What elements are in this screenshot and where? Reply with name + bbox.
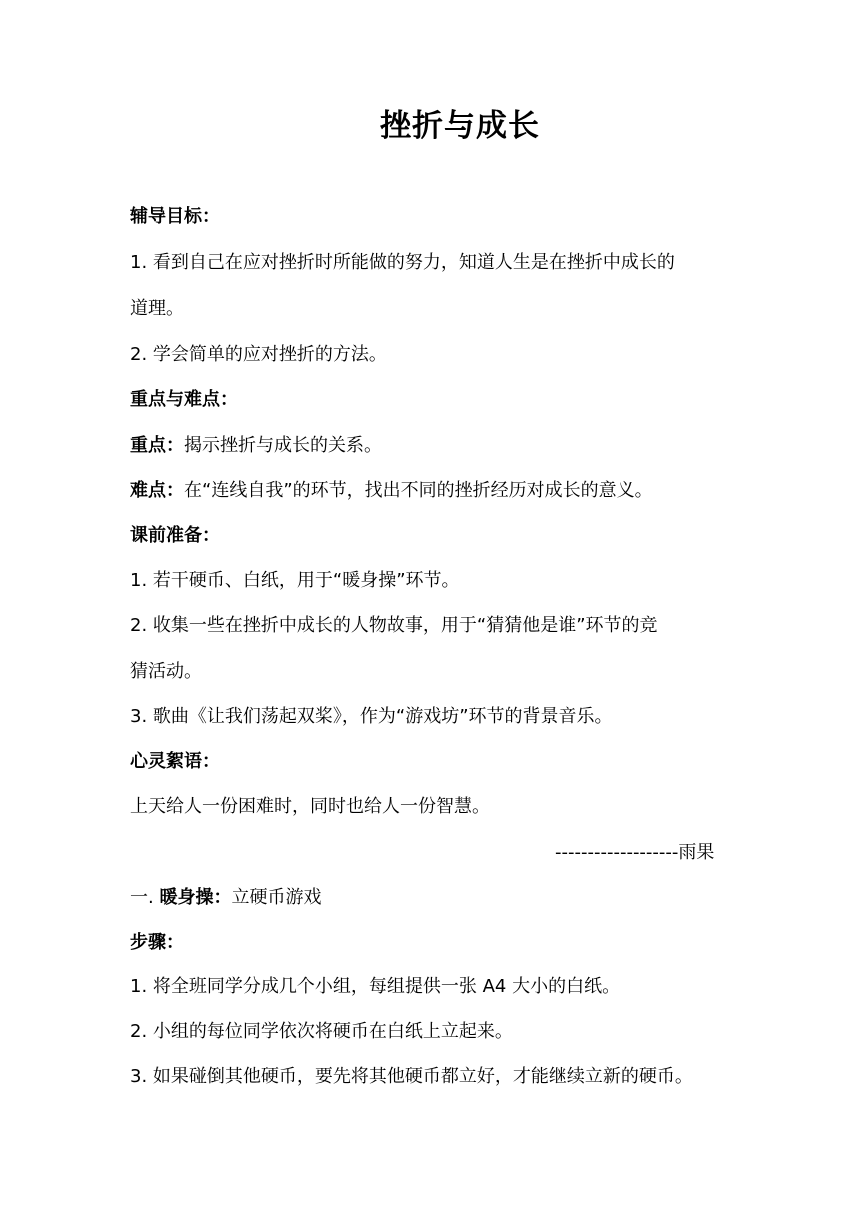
step-2: 2. 小组的每位同学依次将硬币在白纸上立起来。 <box>130 1021 513 1042</box>
quote-signature: -------------------雨果 <box>555 842 715 863</box>
step-1: 1. 将全班同学分成几个小组，每组提供一张 A4 大小的白纸。 <box>130 976 621 997</box>
quote-text: 上天给人一份困难时，同时也给人一份智慧。 <box>130 796 490 817</box>
key-points-heading: 重点与难点： <box>130 389 238 410</box>
quote-heading: 心灵絮语： <box>130 751 220 772</box>
warmup-label: 暖身操： <box>159 887 232 908</box>
preparation-item-2-line-1: 2. 收集一些在挫折中成长的人物故事，用于“猜猜他是谁”环节的竞 <box>130 615 658 636</box>
document-title: 挫折与成长 <box>380 108 540 144</box>
goals-heading: 辅导目标： <box>130 206 220 227</box>
key-point-text: 揭示挫折与成长的关系。 <box>184 435 382 456</box>
key-point-label: 重点： <box>130 435 184 456</box>
goals-item-2: 2. 学会简单的应对挫折的方法。 <box>130 344 387 365</box>
difficulty-text: 在“连线自我”的环节，找出不同的挫折经历对成长的意义。 <box>184 480 653 501</box>
difficulty-label: 难点： <box>130 480 184 501</box>
goals-item-1-line-1: 1. 看到自己在应对挫折时所能做的努力，知道人生是在挫折中成长的 <box>130 252 675 273</box>
goals-item-1-line-2: 道理。 <box>130 298 184 319</box>
preparation-item-1: 1. 若干硬币、白纸，用于“暖身操”环节。 <box>130 570 460 591</box>
preparation-item-2-line-2: 猜活动。 <box>130 661 202 682</box>
preparation-item-3: 3. 歌曲《让我们荡起双桨》，作为“游戏坊”环节的背景音乐。 <box>130 706 613 727</box>
warmup-row <box>130 885 740 911</box>
preparation-heading: 课前准备： <box>130 525 220 546</box>
warmup-prefix: 一. <box>130 887 160 908</box>
difficulty-row <box>130 478 740 504</box>
steps-heading: 步骤： <box>130 932 184 953</box>
key-point-row <box>130 433 740 459</box>
warmup-text: 立硬币游戏 <box>231 887 322 908</box>
step-3: 3. 如果碰倒其他硬币，要先将其他硬币都立好，才能继续立新的硬币。 <box>130 1066 693 1087</box>
